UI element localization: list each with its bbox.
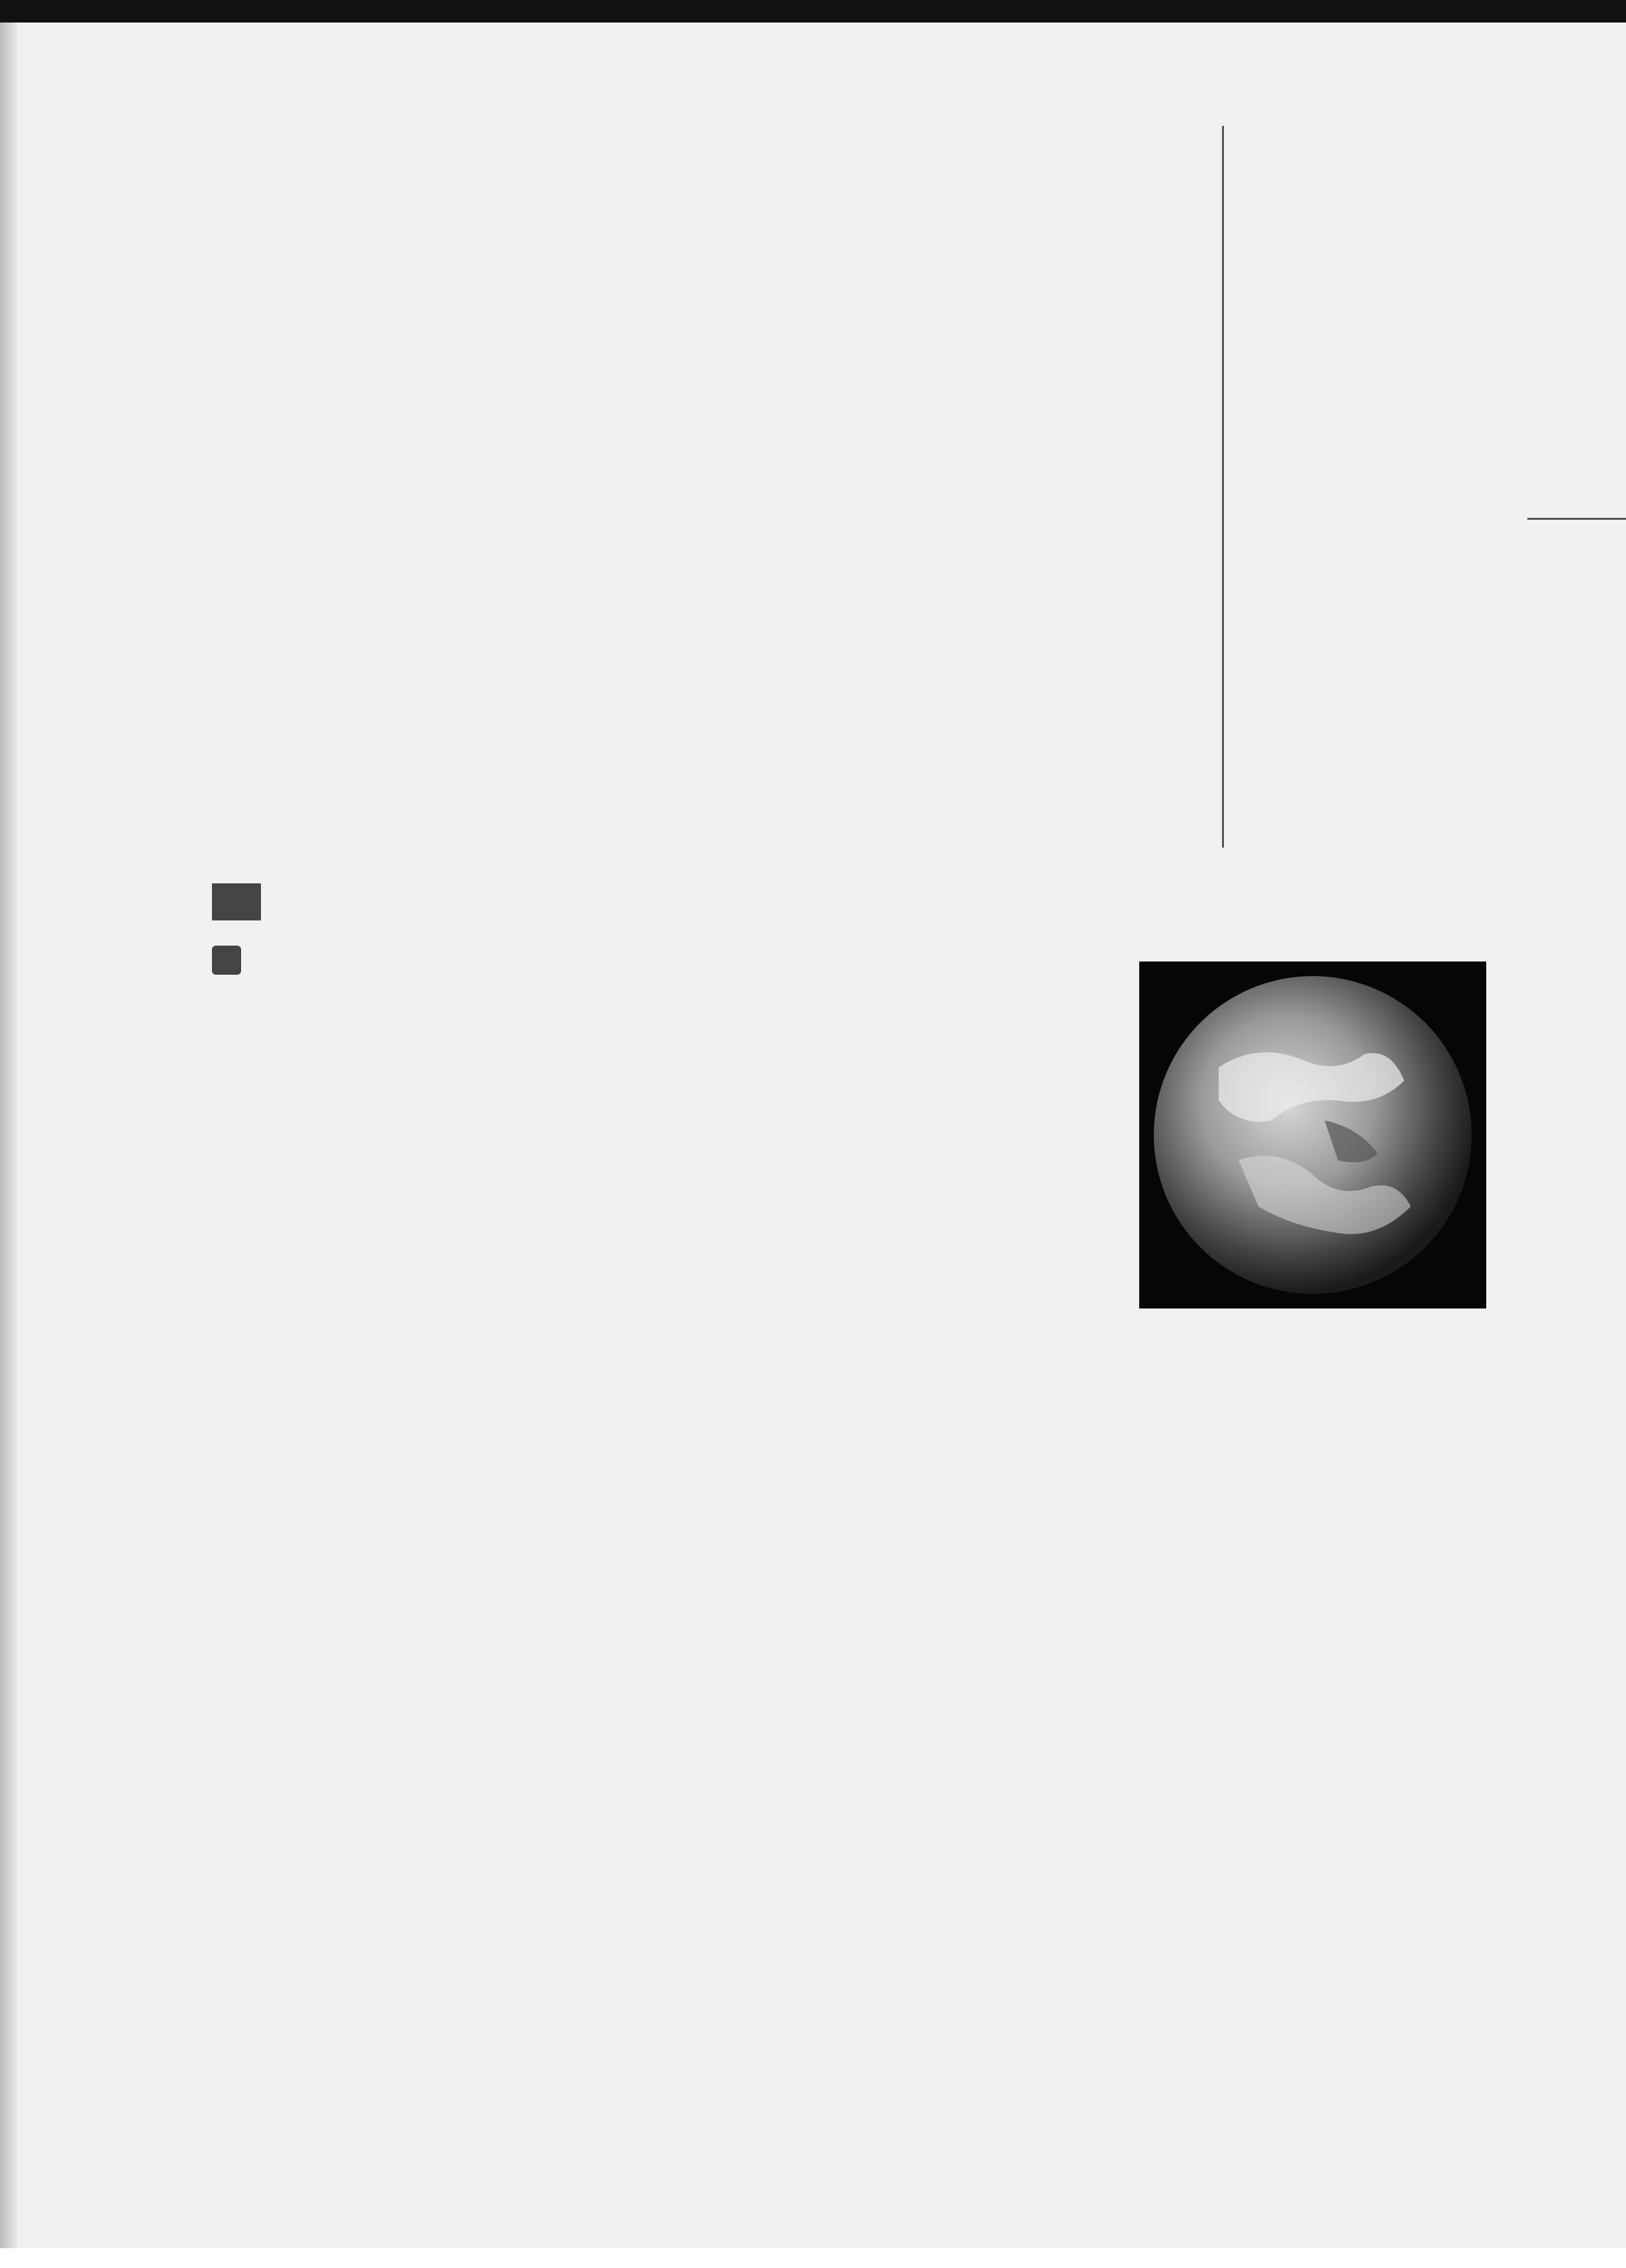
earth-icon: [1139, 961, 1486, 1308]
bottom-bar: [0, 2248, 1626, 2268]
multiple-choice-icon: [212, 946, 241, 975]
page-number-rule: [1527, 518, 1626, 520]
earth-photo: [1139, 961, 1486, 1308]
book-spine-shadow: [0, 23, 17, 2268]
column-divider: [1222, 126, 1224, 848]
exercise-number: [212, 883, 261, 920]
top-bar: [0, 0, 1626, 23]
